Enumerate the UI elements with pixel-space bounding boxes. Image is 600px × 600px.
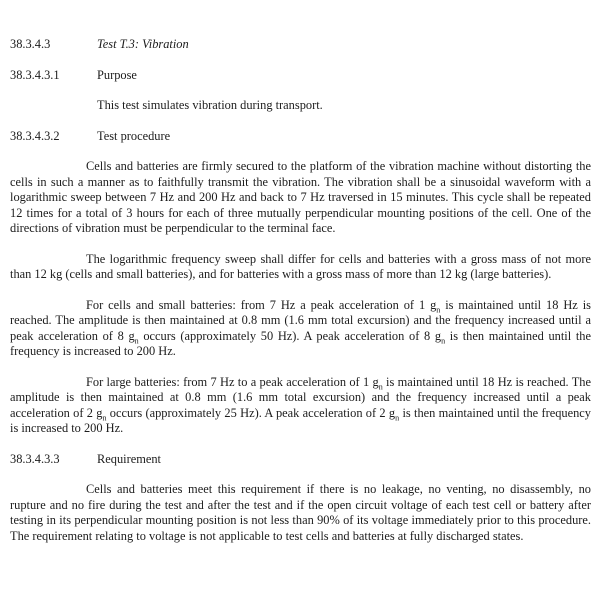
paragraph-procedure-3: For cells and small batteries: from 7 Hz a peak acceleration of 1 $g_n$ is maintained until 18 Hz is reached. The amplitude is then maintained at 0.8 mm (1.6 mm total excursion) and the frequency increased until a peak acceleration of 8 $g_n$ occurs (approximately 50 Hz). A peak acceleration of 8 $g_n$ is then maintained until the frequency is increased to 200 Hz. [10,297,591,358]
paragraph-procedure-4: For large batteries: from 7 Hz to a peak acceleration of 1 $g_n$ is maintained until 18 Hz is reached. The amplitude is then maintained at 0.8 mm (1.6 mm total excursion) and the frequency increased until a peak acceleration of 2 $g_n$ occurs (approximately 25 Hz). A peak acceleration of 2 $g_n$ is then maintained until the frequency is increased to 200 Hz. [10,374,591,435]
section-number: 38.3.4.3.3 [10,451,60,466]
section-heading-purpose [10,68,591,84]
section-heading-requirement [10,452,591,468]
section-title: Test procedure [97,128,171,143]
section-title: Purpose [97,67,137,82]
section-title: Requirement [97,451,161,466]
section-title: Test T.3: Vibration [97,37,189,51]
section-heading-test-procedure [10,129,591,145]
section-heading-test-t3 [10,37,591,53]
paragraph-requirement-1: Cells and batteries meet this requirement if there is no leakage, no venting, no disassembly, no rupture and no fire during the test and after the test and if the open circuit voltage of each test cell or battery after testing in its perpendicular mounting position is not less than 90% of its voltage immediately prior to this procedure. The requirement relating to voltage is not applicable to test cells and batteries at fully discharged states. [10,482,591,543]
section-number: 38.3.4.3 [10,37,51,51]
paragraph-procedure-1: Cells and batteries are firmly secured to the platform of the vibration machine without distorting the cells in such a manner as to faithfully transmit the vibration. The vibration shall be a sinusoidal waveform with a logarithmic sweep between 7 Hz and 200 Hz and back to 7 Hz traversed in 15 minutes. This cycle shall be repeated 12 times for a total of 3 hours for each of three mutually perpendicular mounting positions of the cell. One of the directions of vibration must be perpendicular to the terminal face. [10,159,591,235]
paragraph-purpose: This test simulates vibration during transport. [97,98,323,112]
section-number: 38.3.4.3.2 [10,128,60,143]
paragraph-procedure-2: The logarithmic frequency sweep shall differ for cells and batteries with a gross mass of not more than 12 kg (cells and small batteries), and for batteries with a gross mass of more than 12 kg (large batteries). [10,251,591,281]
section-number: 38.3.4.3.1 [10,67,60,82]
